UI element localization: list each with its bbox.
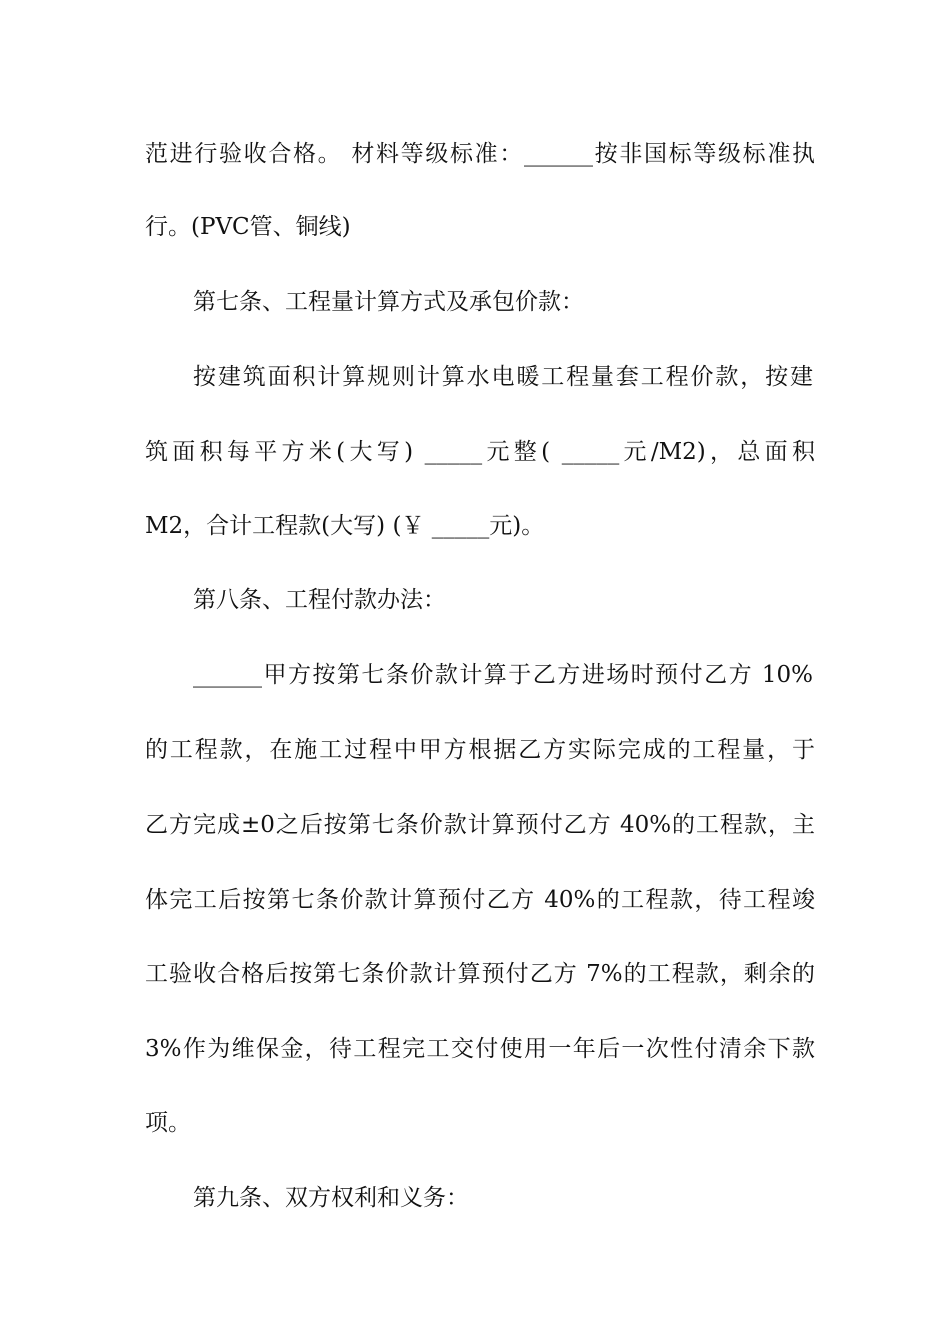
section-heading-8: 第八条、工程付款办法： (193, 587, 446, 613)
text-line-13: 3%作为维保金，待工程完工交付使用一年后一次性付清余下款 (145, 1036, 815, 1062)
text-line-12: 工验收合格后按第七条价款计算预付乙方 7%的工程款，剩余的 (145, 961, 815, 987)
text-line-9: 的工程款，在施工过程中甲方根据乙方实际完成的工程量，于 (145, 737, 815, 763)
text-line-8: ______甲方按第七条价款计算于乙方进场时预付乙方 10% (193, 662, 813, 688)
text-line-1: 范进行验收合格。 材料等级标准：______按非国标等级标准执 (145, 141, 815, 167)
text-line-5: 筑面积每平方米(大写) _____元整( _____元/M2)，总面积 (145, 439, 815, 465)
section-heading-9: 第九条、双方权利和义务： (193, 1185, 469, 1211)
text-line-2: 行。(PVC管、铜线) (145, 214, 351, 240)
text-line-6: M2，合计工程款(大写) (￥ _____元)。 (145, 513, 545, 539)
text-line-10: 乙方完成±0之后按第七条价款计算预付乙方 40%的工程款，主 (145, 812, 815, 838)
text-line-4: 按建筑面积计算规则计算水电暖工程量套工程价款，按建 (193, 364, 813, 390)
text-line-11: 体完工后按第七条价款计算预付乙方 40%的工程款，待工程竣 (145, 887, 815, 913)
text-line-14: 项。 (145, 1110, 191, 1136)
section-heading-7: 第七条、工程量计算方式及承包价款： (193, 289, 584, 315)
